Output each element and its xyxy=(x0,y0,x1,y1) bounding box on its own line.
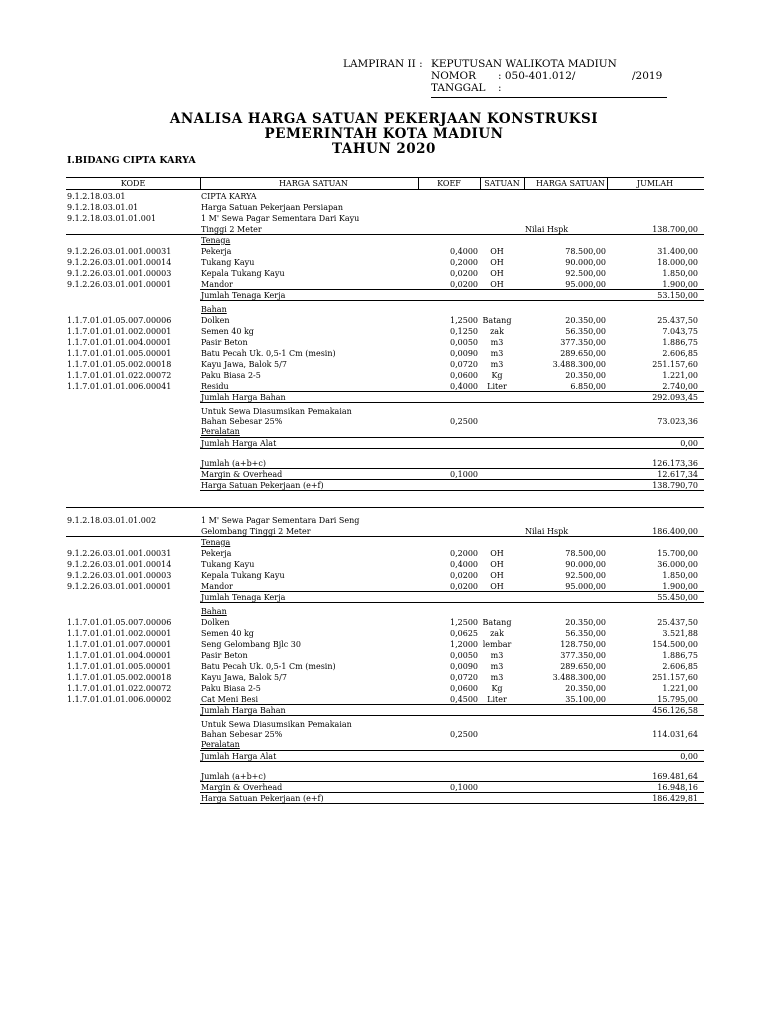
sewa-note-2: Bahan Sebesar 25% xyxy=(201,417,283,426)
bahan-row-satuan: Kg xyxy=(491,684,503,693)
block-title-2: Tinggi 2 Meter xyxy=(201,225,262,234)
sewa-note-2: Bahan Sebesar 25% xyxy=(201,730,283,739)
tenaga-row-koef: 0,0200 xyxy=(450,582,478,591)
tenaga-row-harga: 90.000,00 xyxy=(565,560,606,569)
bahan-row-kode: 1.1.7.01.01.05.007.00006 xyxy=(67,316,172,325)
bahan-row-satuan: Batang xyxy=(482,316,512,325)
hsp-label: Harga Satuan Pekerjaan (e+f) xyxy=(201,481,324,490)
bahan-row-harga: 6.850,00 xyxy=(570,382,606,391)
peralatan-heading: Peralatan xyxy=(201,740,240,749)
bahan-row-kode: 1.1.7.01.01.01.005.00001 xyxy=(67,349,172,358)
keputusan-text: KEPUTUSAN WALIKOTA MADIUN xyxy=(431,58,617,70)
bahan-row-kode: 1.1.7.01.01.01.007.00001 xyxy=(67,640,172,649)
bahan-row-satuan: m3 xyxy=(490,673,504,682)
bahan-row-harga: 56.350,00 xyxy=(565,327,606,336)
tenaga-row-harga: 78.500,00 xyxy=(565,549,606,558)
jumlah-bahan-label: Jumlah Harga Bahan xyxy=(201,393,286,402)
bahan-row-kode: 1.1.7.01.01.01.004.00001 xyxy=(67,338,172,347)
hsp-value: 186.429,81 xyxy=(652,794,698,803)
bahan-row-satuan: Liter xyxy=(487,695,507,704)
bahan-row-koef: 0,4000 xyxy=(450,382,478,391)
tenaga-row-nama: Tukang Kayu xyxy=(201,560,255,569)
jumlah-abc-label: Jumlah (a+b+c) xyxy=(201,459,266,468)
bahan-row-satuan: Liter xyxy=(487,382,507,391)
tenaga-row-koef: 0,2000 xyxy=(450,258,478,267)
block-title-rule xyxy=(66,536,704,537)
section-heading: I.BIDANG CIPTA KARYA xyxy=(67,155,196,166)
margin-label: Margin & Overhead xyxy=(201,470,283,479)
bahan-row-nama: Batu Pecah Uk. 0,5-1 Cm (mesin) xyxy=(201,662,336,671)
bahan-row-koef: 0,0720 xyxy=(450,673,478,682)
bahan-row-nama: Pasir Beton xyxy=(201,338,248,347)
intro-row-kode: 9.1.2.18.03.01.01 xyxy=(67,203,139,212)
col-header-satuan: SATUAN xyxy=(484,179,520,188)
subtotal-rule xyxy=(200,300,704,301)
tenaga-row-satuan: OH xyxy=(490,280,504,289)
bahan-row-jumlah: 2.606,85 xyxy=(662,349,698,358)
bahan-row-nama: Semen 40 kg xyxy=(201,629,254,638)
header-column-divider xyxy=(607,177,608,189)
hsp-value: 138.790,70 xyxy=(652,481,698,490)
subtotal-rule xyxy=(200,803,704,804)
tenaga-row-harga: 90.000,00 xyxy=(565,258,606,267)
bahan-row-nama: Batu Pecah Uk. 0,5-1 Cm (mesin) xyxy=(201,349,336,358)
block-separator xyxy=(66,507,704,508)
bahan-row-kode: 1.1.7.01.01.05.002.00018 xyxy=(67,673,172,682)
tanggal-value: : xyxy=(498,82,502,94)
tenaga-row-harga: 92.500,00 xyxy=(565,269,606,278)
bahan-row-harga: 377.350,00 xyxy=(560,651,606,660)
bahan-row-jumlah: 154.500,00 xyxy=(652,640,698,649)
tenaga-row-kode: 9.1.2.26.03.01.001.00031 xyxy=(67,549,172,558)
subtotal-rule xyxy=(200,402,704,403)
bahan-row-kode: 1.1.7.01.01.05.002.00018 xyxy=(67,360,172,369)
tenaga-row-jumlah: 15.700,00 xyxy=(657,549,698,558)
bahan-row-kode: 1.1.7.01.01.01.005.00001 xyxy=(67,662,172,671)
col-header-harga-satuan: HARGA SATUAN xyxy=(279,179,348,188)
subtotal-rule xyxy=(200,448,704,449)
bahan-row-harga: 20.350,00 xyxy=(565,618,606,627)
bahan-row-jumlah: 1.221,00 xyxy=(662,684,698,693)
bahan-row-nama: Kayu Jawa, Balok 5/7 xyxy=(201,360,287,369)
sewa-jumlah: 114.031,64 xyxy=(652,730,698,739)
bahan-row-satuan: m3 xyxy=(490,349,504,358)
block-title: 1 M' Sewa Pagar Sementara Dari Seng xyxy=(201,516,360,525)
bahan-row-harga: 56.350,00 xyxy=(565,629,606,638)
bahan-row-satuan: m3 xyxy=(490,338,504,347)
tenaga-row-harga: 95.000,00 xyxy=(565,280,606,289)
tenaga-row-kode: 9.1.2.26.03.01.001.00001 xyxy=(67,280,172,289)
tenaga-heading: Tenaga xyxy=(201,236,231,245)
bahan-row-jumlah: 251.157,60 xyxy=(652,360,698,369)
bahan-row-jumlah: 1.886,75 xyxy=(662,338,698,347)
bahan-row-satuan: lembar xyxy=(482,640,512,649)
jumlah-alat-value: 0,00 xyxy=(680,439,698,448)
block-kode: 9.1.2.18.03.01.01.001 xyxy=(67,214,157,223)
bahan-row-koef: 1,2500 xyxy=(450,316,478,325)
bahan-row-satuan: m3 xyxy=(490,651,504,660)
bahan-row-harga: 3.488.300,00 xyxy=(552,360,606,369)
bahan-row-koef: 0,0600 xyxy=(450,684,478,693)
jumlah-abc-value: 126.173,36 xyxy=(652,459,698,468)
bahan-row-koef: 0,0625 xyxy=(450,629,478,638)
bahan-row-satuan: m3 xyxy=(490,360,504,369)
peralatan-heading: Peralatan xyxy=(201,427,240,436)
page-year: TAHUN 2020 xyxy=(332,141,436,157)
bahan-row-kode: 1.1.7.01.01.01.006.00041 xyxy=(67,382,172,391)
tenaga-row-harga: 78.500,00 xyxy=(565,247,606,256)
sewa-note: Untuk Sewa Diasumsikan Pemakaian xyxy=(201,407,352,416)
bahan-row-kode: 1.1.7.01.01.01.002.00001 xyxy=(67,327,172,336)
margin-koef: 0,1000 xyxy=(450,783,478,792)
subtotal-rule xyxy=(200,490,704,491)
tenaga-row-jumlah: 1.900,00 xyxy=(662,582,698,591)
subtotal-rule xyxy=(200,761,704,762)
nomor-label: NOMOR xyxy=(431,70,477,82)
tenaga-row-koef: 0,0200 xyxy=(450,571,478,580)
jumlah-tenaga-label: Jumlah Tenaga Kerja xyxy=(201,291,286,300)
tenaga-row-nama: Kepala Tukang Kayu xyxy=(201,269,285,278)
header-column-divider xyxy=(200,177,201,189)
bahan-row-koef: 1,2500 xyxy=(450,618,478,627)
tenaga-heading: Tenaga xyxy=(201,538,231,547)
bahan-row-koef: 0,0050 xyxy=(450,338,478,347)
margin-value: 16.948,16 xyxy=(657,783,698,792)
jumlah-alat-value: 0,00 xyxy=(680,752,698,761)
bahan-row-nama: Residu xyxy=(201,382,229,391)
margin-label: Margin & Overhead xyxy=(201,783,283,792)
bahan-row-harga: 35.100,00 xyxy=(565,695,606,704)
bahan-row-satuan: Batang xyxy=(482,618,512,627)
bahan-row-nama: Paku Biasa 2-5 xyxy=(201,684,261,693)
bahan-row-jumlah: 15.795,00 xyxy=(657,695,698,704)
tenaga-row-satuan: OH xyxy=(490,582,504,591)
lampiran-label: LAMPIRAN II : xyxy=(343,58,423,70)
table-header-bottom xyxy=(66,189,704,190)
tenaga-row-satuan: OH xyxy=(490,560,504,569)
tenaga-row-jumlah: 1.850,00 xyxy=(662,571,698,580)
tenaga-row-satuan: OH xyxy=(490,571,504,580)
nomor-value: : 050-401.012/ xyxy=(498,70,576,82)
tanggal-label: TANGGAL xyxy=(431,82,486,94)
sewa-koef: 0,2500 xyxy=(450,730,478,739)
bahan-row-kode: 1.1.7.01.01.01.002.00001 xyxy=(67,629,172,638)
margin-value: 12.617,34 xyxy=(657,470,698,479)
bahan-row-nama: Pasir Beton xyxy=(201,651,248,660)
col-header-kode: KODE xyxy=(120,179,146,188)
bahan-row-harga: 377.350,00 xyxy=(560,338,606,347)
jumlah-alat-label: Jumlah Harga Alat xyxy=(201,439,277,448)
tenaga-row-satuan: OH xyxy=(490,269,504,278)
intro-row-uraian: CIPTA KARYA xyxy=(201,192,257,201)
tenaga-row-nama: Pekerja xyxy=(201,247,232,256)
bahan-row-jumlah: 25.437,50 xyxy=(657,618,698,627)
tenaga-row-kode: 9.1.2.26.03.01.001.00014 xyxy=(67,560,172,569)
tenaga-row-harga: 95.000,00 xyxy=(565,582,606,591)
col-header-koef: KOEF xyxy=(437,179,461,188)
bahan-row-harga: 289.650,00 xyxy=(560,349,606,358)
bahan-row-jumlah: 3.521,88 xyxy=(662,629,698,638)
bahan-row-harga: 289.650,00 xyxy=(560,662,606,671)
nilai-hspk-value: 186.400,00 xyxy=(652,527,698,536)
tenaga-row-jumlah: 1.850,00 xyxy=(662,269,698,278)
bahan-row-koef: 0,4500 xyxy=(450,695,478,704)
bahan-row-koef: 0,0050 xyxy=(450,651,478,660)
bahan-row-satuan: zak xyxy=(490,327,504,336)
page-subtitle: PEMERINTAH KOTA MADIUN xyxy=(264,126,504,142)
block-title-2: Gelombang Tinggi 2 Meter xyxy=(201,527,311,536)
tenaga-row-kode: 9.1.2.26.03.01.001.00003 xyxy=(67,571,172,580)
block-kode: 9.1.2.18.03.01.01.002 xyxy=(67,516,157,525)
tenaga-row-satuan: OH xyxy=(490,258,504,267)
jumlah-alat-label: Jumlah Harga Alat xyxy=(201,752,277,761)
bahan-row-kode: 1.1.7.01.01.01.006.00002 xyxy=(67,695,172,704)
nilai-hspk-label: Nilai Hspk xyxy=(525,527,569,536)
tenaga-row-jumlah: 31.400,00 xyxy=(657,247,698,256)
jumlah-abc-label: Jumlah (a+b+c) xyxy=(201,772,266,781)
bahan-row-satuan: zak xyxy=(490,629,504,638)
tenaga-row-nama: Kepala Tukang Kayu xyxy=(201,571,285,580)
block-title: 1 M' Sewa Pagar Sementara Dari Kayu xyxy=(201,214,360,223)
hsp-label: Harga Satuan Pekerjaan (e+f) xyxy=(201,794,324,803)
bahan-heading: Bahan xyxy=(201,607,227,616)
tenaga-row-koef: 0,4000 xyxy=(450,247,478,256)
tenaga-row-nama: Mandor xyxy=(201,280,233,289)
bahan-row-kode: 1.1.7.01.01.05.007.00006 xyxy=(67,618,172,627)
tenaga-row-jumlah: 36.000,00 xyxy=(657,560,698,569)
tenaga-row-koef: 0,0200 xyxy=(450,269,478,278)
header-underline xyxy=(431,97,667,98)
bahan-row-koef: 0,1250 xyxy=(450,327,478,336)
tenaga-row-kode: 9.1.2.26.03.01.001.00014 xyxy=(67,258,172,267)
bahan-row-harga: 20.350,00 xyxy=(565,371,606,380)
bahan-row-jumlah: 2.606,85 xyxy=(662,662,698,671)
bahan-row-harga: 20.350,00 xyxy=(565,684,606,693)
tenaga-row-nama: Pekerja xyxy=(201,549,232,558)
jumlah-tenaga-value: 53.150,00 xyxy=(657,291,698,300)
sewa-koef: 0,2500 xyxy=(450,417,478,426)
tenaga-row-kode: 9.1.2.26.03.01.001.00003 xyxy=(67,269,172,278)
tenaga-row-kode: 9.1.2.26.03.01.001.00031 xyxy=(67,247,172,256)
bahan-row-harga: 20.350,00 xyxy=(565,316,606,325)
intro-row-kode: 9.1.2.18.03.01 xyxy=(67,192,126,201)
margin-koef: 0,1000 xyxy=(450,470,478,479)
bahan-row-kode: 1.1.7.01.01.01.004.00001 xyxy=(67,651,172,660)
tenaga-row-harga: 92.500,00 xyxy=(565,571,606,580)
tenaga-row-nama: Mandor xyxy=(201,582,233,591)
tenaga-row-nama: Tukang Kayu xyxy=(201,258,255,267)
jumlah-bahan-value: 292.093,45 xyxy=(652,393,698,402)
jumlah-tenaga-value: 55.450,00 xyxy=(657,593,698,602)
bahan-row-nama: Kayu Jawa, Balok 5/7 xyxy=(201,673,287,682)
bahan-row-jumlah: 7.043,75 xyxy=(662,327,698,336)
bahan-row-koef: 0,0720 xyxy=(450,360,478,369)
tenaga-row-koef: 0,2000 xyxy=(450,549,478,558)
bahan-row-koef: 0,0090 xyxy=(450,662,478,671)
bahan-row-jumlah: 1.221,00 xyxy=(662,371,698,380)
bahan-row-jumlah: 251.157,60 xyxy=(652,673,698,682)
bahan-row-jumlah: 2.740,00 xyxy=(662,382,698,391)
col-header-jumlah: JUMLAH xyxy=(636,179,674,188)
tenaga-row-kode: 9.1.2.26.03.01.001.00001 xyxy=(67,582,172,591)
block-title-rule xyxy=(66,234,704,235)
bahan-row-nama: Dolken xyxy=(201,316,230,325)
tenaga-row-satuan: OH xyxy=(490,247,504,256)
tenaga-row-koef: 0,4000 xyxy=(450,560,478,569)
tenaga-row-jumlah: 18.000,00 xyxy=(657,258,698,267)
nilai-hspk-label: Nilai Hspk xyxy=(525,225,569,234)
bahan-row-koef: 0,0090 xyxy=(450,349,478,358)
tenaga-row-jumlah: 1.900,00 xyxy=(662,280,698,289)
sewa-jumlah: 73.023,36 xyxy=(657,417,698,426)
sewa-note: Untuk Sewa Diasumsikan Pemakaian xyxy=(201,720,352,729)
tenaga-row-koef: 0,0200 xyxy=(450,280,478,289)
bahan-row-harga: 3.488.300,00 xyxy=(552,673,606,682)
bahan-row-nama: Semen 40 kg xyxy=(201,327,254,336)
bahan-row-jumlah: 1.886,75 xyxy=(662,651,698,660)
jumlah-bahan-label: Jumlah Harga Bahan xyxy=(201,706,286,715)
bahan-row-kode: 1.1.7.01.01.01.022.00072 xyxy=(67,371,172,380)
col-header-harga-satuan-2: HARGA SATUAN xyxy=(536,179,605,188)
nomor-year: /2019 xyxy=(632,70,663,82)
jumlah-tenaga-label: Jumlah Tenaga Kerja xyxy=(201,593,286,602)
page-title: ANALISA HARGA SATUAN PEKERJAAN KONSTRUKSI xyxy=(169,111,599,127)
bahan-row-koef: 1,2000 xyxy=(450,640,478,649)
bahan-row-jumlah: 25.437,50 xyxy=(657,316,698,325)
jumlah-bahan-value: 456.126,58 xyxy=(652,706,698,715)
bahan-row-satuan: m3 xyxy=(490,662,504,671)
bahan-row-satuan: Kg xyxy=(491,371,503,380)
bahan-row-kode: 1.1.7.01.01.01.022.00072 xyxy=(67,684,172,693)
bahan-row-nama: Seng Gelombang Bjlc 30 xyxy=(201,640,301,649)
bahan-row-harga: 128.750,00 xyxy=(560,640,606,649)
bahan-heading: Bahan xyxy=(201,305,227,314)
subtotal-rule xyxy=(200,715,704,716)
jumlah-abc-value: 169.481,64 xyxy=(652,772,698,781)
bahan-row-nama: Paku Biasa 2-5 xyxy=(201,371,261,380)
bahan-row-nama: Dolken xyxy=(201,618,230,627)
tenaga-row-satuan: OH xyxy=(490,549,504,558)
intro-row-uraian: Harga Satuan Pekerjaan Persiapan xyxy=(201,203,344,212)
subtotal-rule xyxy=(200,602,704,603)
nilai-hspk-value: 138.700,00 xyxy=(652,225,698,234)
bahan-row-nama: Cat Meni Besi xyxy=(201,695,259,704)
bahan-row-koef: 0,0600 xyxy=(450,371,478,380)
